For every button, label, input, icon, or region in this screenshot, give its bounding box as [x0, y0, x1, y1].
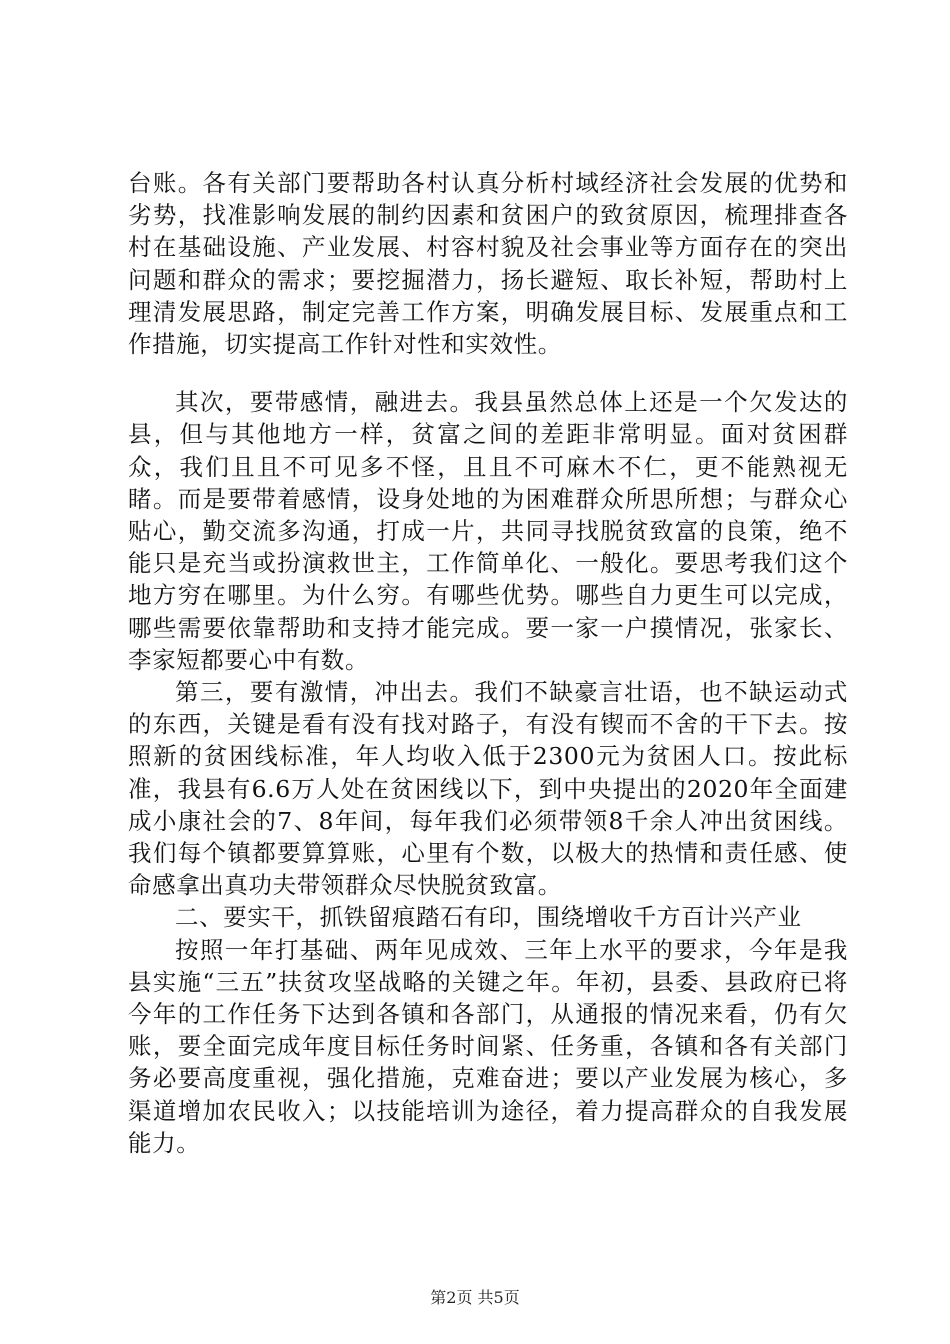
page-number-footer: 第2页 共5页 — [430, 1288, 520, 1307]
document-body — [128, 167, 848, 1159]
paragraph-section-body: 按照一年打基础、两年见成效、三年上水平的要求，今年是我县实施“三五”扶贫攻坚战略的关键之年。年初，县委、县政府已将今年的工作任务下达到各镇和各部门，从通报的情况来看，仍有欠账，要全面完成年度目标任务时间紧、任务重，各镇和各有关部门务必要高度重视，强化措施，克难奋进；要以产业发展为核心，多渠道增加农民收入；以技能培训为途径，着力提高群众的自我发展能力。 — [128, 935, 848, 1157]
paragraph-third-point: 第三，要有激情，冲出去。我们不缺豪言壮语，也不缺运动式的东西，关键是看有没有找对路子，有没有锲而不舍的干下去。按照新的贫困线标准，年人均收入低于2300元为贫困人口。按此标准，我县有6.6万人处在贫困线以下，到中央提出的2020年全面建成小康社会的7、8年间，每年我们必须带领8千余人冲出贫困线。我们每个镇都要算算账，心里有个数，以极大的热情和责任感、使命感拿出真功夫带领群众尽快脱贫致富。 — [128, 678, 848, 900]
paragraph-second-point: 其次，要带感情，融进去。我县虽然总体上还是一个欠发达的县，但与其他地方一样，贫富之间的差距非常明显。面对贫困群众，我们且且不可见多不怪，且且不可麻木不仁，更不能熟视无睹。而是要带着感情，设身处地的为困难群众所思所想；与群众心贴心，勤交流多沟通，打成一片，共同寻找脱贫致富的良策，绝不能只是充当或扮演救世主，工作简单化、一般化。要思考我们这个地方穷在哪里。为什么穷。有哪些优势。哪些自力更生可以完成，哪些需要依靠帮助和支持才能完成。要一家一户摸情况，张家长、李家短都要心中有数。 — [128, 388, 848, 674]
paragraph-continuation: 台账。各有关部门要帮助各村认真分析村域经济社会发展的优势和劣势，找准影响发展的制约因素和贫困户的致贫原因，梳理排查各村在基础设施、产业发展、村容村貌及社会事业等方面存在的突出问题和群众的需求；要挖掘潜力，扬长避短、取长补短，帮助村上理清发展思路，制定完善工作方案，明确发展目标、发展重点和工作措施，切实提高工作针对性和实效性。 — [128, 169, 848, 359]
section-heading: 二、要实干，抓铁留痕踏石有印，围绕增收千方百计兴产业 — [175, 903, 802, 932]
